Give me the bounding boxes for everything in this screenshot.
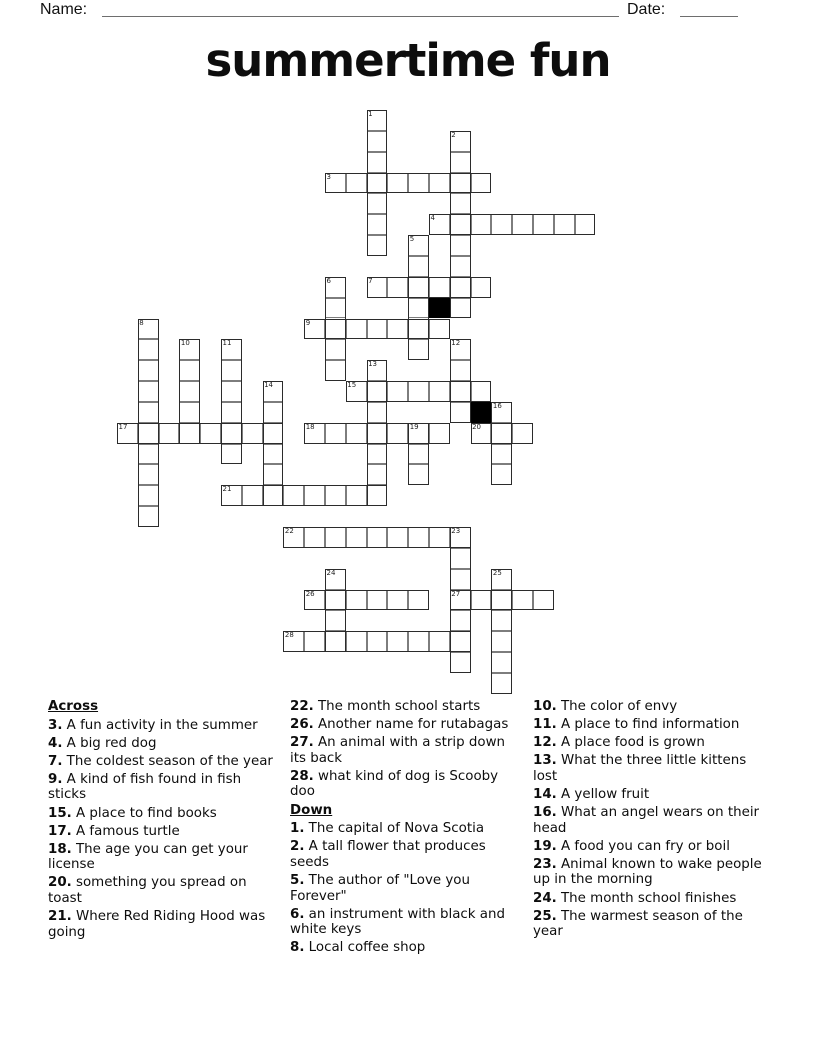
grid-cell[interactable] [242, 485, 263, 506]
cell-number: 17 [118, 422, 128, 431]
grid-cell[interactable] [367, 631, 388, 652]
grid-cell[interactable] [346, 631, 367, 652]
clue-down-1: 1. The capital of Nova Scotia [290, 821, 485, 837]
grid-cell[interactable] [138, 339, 159, 360]
clue-number: 9. [48, 771, 63, 787]
grid-cell[interactable] [325, 319, 346, 340]
clue-number: 3. [48, 717, 63, 733]
clue-across-28: 28. what kind of dog is Scooby doo [290, 768, 499, 800]
clue-number: 23. [533, 856, 557, 872]
grid-cell[interactable] [450, 277, 471, 298]
grid-cell[interactable] [450, 298, 471, 319]
clue-down-5: 5. The author of "Love you Forever" [290, 872, 470, 904]
grid-cell[interactable] [491, 464, 512, 485]
grid-cell[interactable] [367, 464, 388, 485]
clue-across-21: 21. Where Red Riding Hood was going [48, 909, 266, 940]
grid-cell[interactable] [429, 527, 450, 548]
grid-cell[interactable] [512, 214, 533, 235]
down-heading: Down [290, 802, 333, 818]
grid-cell[interactable] [491, 631, 512, 652]
grid-cell[interactable] [491, 214, 512, 235]
clue-down-8: 8. Local coffee shop [290, 940, 426, 956]
grid-cell[interactable] [200, 423, 221, 444]
cell-number: 10 [180, 339, 190, 348]
cell-number: 1 [368, 110, 373, 118]
grid-cell[interactable] [512, 423, 533, 444]
clue-number: 4. [48, 735, 63, 751]
grid-cell[interactable] [450, 256, 471, 277]
grid-cell[interactable] [346, 173, 367, 194]
clue-across-26: 26. Another name for rutabagas [290, 717, 509, 733]
grid-cell[interactable] [179, 360, 200, 381]
clue-down-13: 13. What the three little kittens lost [533, 753, 747, 784]
grid-cell[interactable] [491, 610, 512, 631]
grid-cell[interactable] [408, 527, 429, 548]
grid-cell[interactable] [138, 485, 159, 506]
name-input-line[interactable] [102, 0, 619, 17]
grid-cell[interactable] [325, 527, 346, 548]
grid-cell[interactable] [408, 298, 429, 319]
grid-cell[interactable] [304, 631, 325, 652]
grid-cell[interactable] [450, 381, 471, 402]
grid-cell-black [471, 402, 492, 423]
grid-cell[interactable] [533, 214, 554, 235]
grid-cell[interactable] [450, 173, 471, 194]
clue-across-15: 15. A place to find books [48, 805, 217, 821]
grid-cell[interactable] [138, 381, 159, 402]
cell-number: 12 [451, 339, 461, 348]
cell-number: 23 [451, 527, 461, 535]
grid-cell[interactable] [138, 360, 159, 381]
grid-cell[interactable] [367, 131, 388, 152]
grid-cell[interactable] [263, 444, 284, 465]
grid-cell[interactable] [429, 277, 450, 298]
grid-cell[interactable] [408, 339, 429, 360]
grid-cell[interactable] [304, 527, 325, 548]
clue-down-25: 25. The warmest season of the year [533, 908, 743, 940]
grid-cell[interactable] [450, 569, 471, 590]
cell-number: 24 [326, 568, 336, 577]
grid-cell[interactable] [408, 256, 429, 277]
grid-cell[interactable] [304, 485, 325, 506]
cell-number: 26 [305, 589, 315, 598]
grid-cell[interactable] [346, 485, 367, 506]
grid-cell[interactable] [408, 277, 429, 298]
cell-number: 22 [284, 527, 294, 535]
grid-cell[interactable] [408, 319, 429, 340]
cell-number: 18 [305, 422, 315, 431]
grid-cell[interactable] [491, 590, 512, 611]
grid-cell[interactable] [346, 527, 367, 548]
grid-cell[interactable] [367, 235, 388, 256]
grid-cell[interactable] [263, 485, 284, 506]
grid-cell[interactable] [450, 235, 471, 256]
grid-cell[interactable] [387, 381, 408, 402]
grid-cell[interactable] [263, 423, 284, 444]
clue-column-across [48, 699, 280, 943]
grid-cell[interactable] [346, 590, 367, 611]
clue-down-16: 16. What an angel wears on their head [533, 805, 760, 836]
grid-cell[interactable] [138, 423, 159, 444]
grid-cell[interactable] [159, 423, 180, 444]
grid-cell[interactable] [429, 173, 450, 194]
clue-number: 6. [290, 906, 305, 922]
grid-cell[interactable] [450, 652, 471, 673]
grid-cell[interactable] [367, 173, 388, 194]
date-label: Date: [627, 1, 666, 18]
clue-number: 14. [533, 786, 557, 802]
clue-down-23: 23. Animal known to wake people up in the morning [533, 856, 762, 888]
grid-cell[interactable] [367, 319, 388, 340]
clue-down-6: 6. an instrument with black and white keys [290, 906, 505, 938]
grid-cell[interactable] [221, 444, 242, 465]
grid-cell[interactable] [408, 590, 429, 611]
grid-cell-black [429, 298, 450, 319]
grid-cell[interactable] [491, 652, 512, 673]
clue-number: 18. [48, 841, 72, 857]
cell-number: 2 [451, 130, 456, 139]
cell-number: 28 [284, 631, 294, 640]
grid-cell[interactable] [387, 277, 408, 298]
grid-cell[interactable] [491, 673, 512, 694]
grid-cell[interactable] [491, 444, 512, 465]
grid-cell[interactable] [325, 631, 346, 652]
grid-cell[interactable] [325, 339, 346, 360]
grid-cell[interactable] [387, 527, 408, 548]
cell-number: 7 [368, 276, 373, 285]
clue-across-7: 7. The coldest season of the year [48, 753, 273, 769]
cell-number: 9 [305, 318, 311, 327]
grid-cell[interactable] [367, 444, 388, 465]
clue-down-14: 14. A yellow fruit [533, 786, 650, 802]
grid-cell[interactable] [450, 193, 471, 214]
grid-cell[interactable] [387, 423, 408, 444]
grid-cell[interactable] [512, 590, 533, 611]
clue-number: 22. [290, 699, 314, 714]
clue-number: 26. [290, 717, 314, 733]
grid-cell[interactable] [387, 590, 408, 611]
clue-number: 2. [290, 839, 305, 855]
grid-cell[interactable] [408, 173, 429, 194]
cell-number: 13 [368, 360, 378, 369]
clue-column-middle [290, 699, 523, 958]
across-heading: Across [48, 699, 99, 714]
grid-cell[interactable] [367, 423, 388, 444]
cell-number: 11 [222, 339, 232, 348]
grid-cell[interactable] [138, 464, 159, 485]
clue-number: 28. [290, 768, 314, 784]
grid-cell[interactable] [367, 381, 388, 402]
grid-cell[interactable] [263, 402, 284, 423]
grid-cell[interactable] [179, 402, 200, 423]
clue-across-4: 4. A big red dog [48, 735, 157, 751]
grid-cell[interactable] [387, 173, 408, 194]
clue-down-24: 24. The month school finishes [533, 890, 737, 906]
grid-cell[interactable] [221, 402, 242, 423]
grid-cell[interactable] [471, 590, 492, 611]
clue-number: 21. [48, 909, 72, 925]
clue-number: 27. [290, 735, 314, 751]
grid-cell[interactable] [450, 360, 471, 381]
clue-number: 25. [533, 908, 557, 924]
cell-number: 6 [326, 276, 331, 285]
grid-cell[interactable] [408, 444, 429, 465]
clue-across-27: 27. An animal with a strip down its back [290, 735, 506, 766]
grid-cell[interactable] [471, 381, 492, 402]
cell-number: 20 [472, 422, 482, 431]
grid-cell[interactable] [367, 152, 388, 173]
grid-cell[interactable] [346, 319, 367, 340]
clue-number: 24. [533, 890, 557, 906]
clue-number: 11. [533, 717, 557, 733]
clue-across-18: 18. The age you can get your license [48, 841, 248, 873]
cell-number: 4 [430, 214, 435, 223]
grid-cell[interactable] [408, 631, 429, 652]
clue-down-2: 2. A tall flower that produces seeds [290, 839, 486, 870]
grid-cell[interactable] [325, 423, 346, 444]
grid-cell[interactable] [471, 277, 492, 298]
grid-cell[interactable] [429, 381, 450, 402]
grid-cell[interactable] [138, 506, 159, 527]
clue-down-19: 19. A food you can fry or boil [533, 838, 730, 854]
grid-cell[interactable] [367, 590, 388, 611]
clue-across-9: 9. A kind of fish found in fish sticks [48, 771, 242, 803]
grid-cell[interactable] [138, 444, 159, 465]
clue-number: 16. [533, 805, 557, 821]
clue-down-12: 12. A place food is grown [533, 735, 705, 751]
clue-number: 17. [48, 823, 72, 839]
grid-cell[interactable] [450, 610, 471, 631]
grid-cell[interactable] [471, 214, 492, 235]
grid-cell[interactable] [450, 214, 471, 235]
grid-cell[interactable] [429, 631, 450, 652]
grid-cell[interactable] [221, 360, 242, 381]
cell-number: 25 [492, 568, 502, 577]
grid-cell[interactable] [263, 464, 284, 485]
cell-number: 27 [451, 589, 461, 598]
cell-number: 8 [139, 318, 144, 327]
clue-number: 12. [533, 735, 557, 751]
grid-cell[interactable] [367, 402, 388, 423]
grid-cell[interactable] [554, 214, 575, 235]
cell-number: 15 [347, 381, 357, 390]
cell-number: 14 [264, 381, 274, 390]
cell-number: 16 [492, 401, 502, 410]
grid-cell[interactable] [450, 631, 471, 652]
grid-cell[interactable] [450, 402, 471, 423]
clue-column-down [533, 699, 771, 942]
grid-cell[interactable] [346, 423, 367, 444]
clue-number: 10. [533, 699, 557, 714]
grid-cell[interactable] [221, 381, 242, 402]
grid-cell[interactable] [325, 360, 346, 381]
clue-number: 15. [48, 805, 72, 821]
clue-across-20: 20. something you spread on toast [48, 875, 247, 907]
header [40, 0, 738, 20]
puzzle-title: summertime fun [205, 34, 611, 87]
grid-cell[interactable] [387, 631, 408, 652]
grid-cell[interactable] [242, 423, 263, 444]
clue-number: 13. [533, 753, 557, 769]
grid-cell[interactable] [408, 381, 429, 402]
date-input-line[interactable] [680, 0, 738, 17]
grid-cell[interactable] [429, 423, 450, 444]
cell-number: 3 [326, 172, 331, 181]
grid-cell[interactable] [221, 423, 242, 444]
grid-cell[interactable] [179, 423, 200, 444]
grid-cell[interactable] [367, 527, 388, 548]
grid-cell[interactable] [533, 590, 554, 611]
grid-cell[interactable] [325, 590, 346, 611]
grid-cell[interactable] [471, 173, 492, 194]
grid-cell[interactable] [491, 423, 512, 444]
clue-across-17: 17. A famous turtle [48, 823, 180, 839]
name-label: Name: [40, 1, 88, 18]
clue-down-11: 11. A place to find information [533, 717, 740, 733]
crossword-grid [117, 110, 617, 710]
grid-cell[interactable] [325, 485, 346, 506]
grid-cell[interactable] [450, 152, 471, 173]
grid-cell[interactable] [367, 485, 388, 506]
grid-cell[interactable] [325, 610, 346, 631]
cell-number: 21 [222, 485, 232, 494]
clue-across-3: 3. A fun activity in the summer [48, 717, 258, 733]
cell-number: 5 [409, 235, 415, 244]
grid-cell[interactable] [138, 402, 159, 423]
clue-across-22: 22. The month school starts [290, 699, 481, 714]
grid-cell[interactable] [575, 214, 596, 235]
grid-cell[interactable] [367, 193, 388, 214]
clue-number: 7. [48, 753, 63, 769]
grid-cell[interactable] [179, 381, 200, 402]
clue-number: 5. [290, 872, 305, 888]
grid-cell[interactable] [429, 319, 450, 340]
grid-cell[interactable] [387, 319, 408, 340]
grid-cell[interactable] [408, 464, 429, 485]
cell-number: 19 [409, 422, 419, 431]
clue-number: 20. [48, 875, 72, 891]
grid-cell[interactable] [367, 214, 388, 235]
clue-number: 19. [533, 838, 557, 854]
clue-down-10: 10. The color of envy [533, 699, 678, 714]
grid-cell[interactable] [450, 548, 471, 569]
clue-number: 1. [290, 821, 305, 837]
grid-cell[interactable] [325, 298, 346, 319]
grid-cell[interactable] [283, 485, 304, 506]
clue-number: 8. [290, 940, 305, 956]
